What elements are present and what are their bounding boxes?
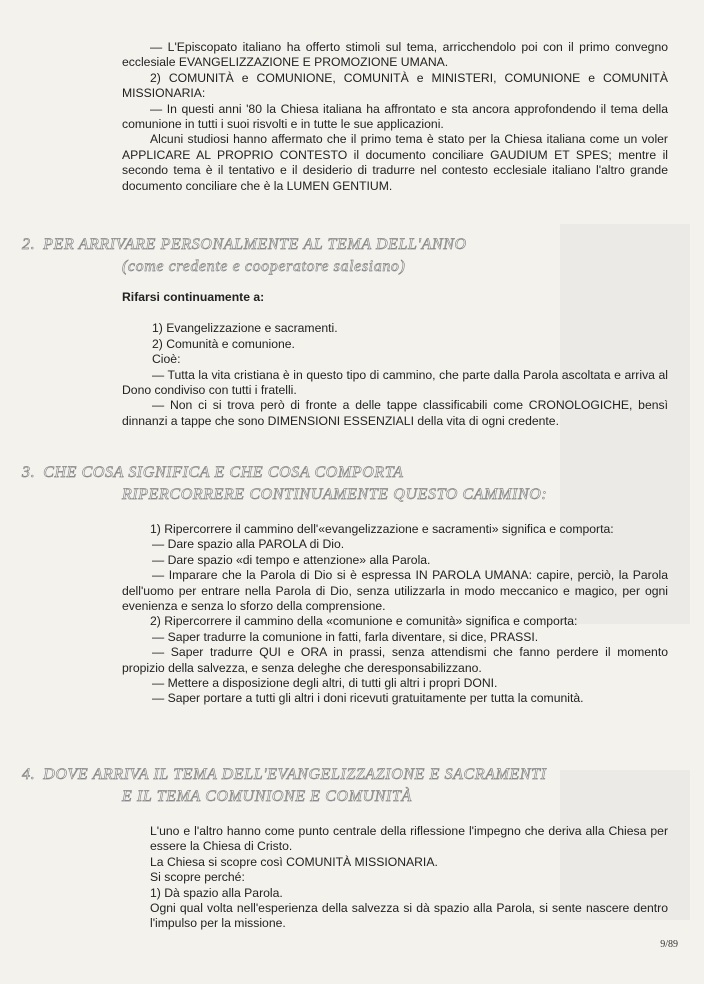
- section-4-paragraph-2: La Chiesa si scopre così COMUNITÀ MISSIONARIA.: [150, 854, 438, 869]
- intro-paragraph-3: — In questi anni '80 la Chiesa italiana ha affrontato e sta ancora approfondendo il tema della comunione in tutti i suoi risvolti e in tutte le sue applicazioni.: [122, 101, 668, 132]
- section-3-body: [122, 522, 668, 707]
- section-3-dash-2-3: — Mettere a disposizione degli altri, di tutti gli altri i propri DONI.: [152, 676, 498, 691]
- section-3-paragraph-1: 1) Ripercorrere il cammino dell'«evangelizzazione e sacramenti» significa e comporta:: [150, 522, 614, 536]
- section-4-title-line1: DOVE ARRIVA IL TEMA DELL'EVANGELIZZAZIONE E SACRAMENTI: [43, 766, 547, 783]
- section-3-dash-1-2: — Dare spazio «di tempo e attenzione» alla Parola.: [152, 552, 431, 567]
- section-4-body: [150, 824, 668, 932]
- section-4-paragraph-1: L'uno e l'altro hanno come punto centrale della riflessione l'impegno che deriva alla Chiesa per essere la Chiesa di Cristo.: [150, 824, 668, 854]
- section-3-heading: [22, 462, 682, 506]
- section-2-dash-1: — Tutta la vita cristiana è in questo tipo di cammino, che parte dalla Parola ascoltata e arriva al Dono condiviso con tutti i fratelli.: [122, 367, 668, 398]
- section-3-paragraph-2: 2) Ripercorrere il cammino della «comunione e comunità» significa e comporta:: [150, 614, 578, 629]
- section-3-dash-2-1: — Saper tradurre la comunione in fatti, farla diventare, si dice, PRASSI.: [152, 629, 539, 644]
- intro-block: [122, 40, 668, 194]
- section-2-dash-2: — Non ci si trova però di fronte a delle tappe classificabili come CRONOLOGICHE, bensì dinnanzi a tappe che sono DIMENSIONI ESSENZIALI della vita di ogni credente.: [122, 398, 668, 428]
- section-4-paragraph-3: Si scopre perché:: [150, 870, 245, 885]
- section-3-dash-1-1: — Dare spazio alla PAROLA di Dio.: [152, 537, 345, 552]
- page-number: 9/89: [660, 939, 678, 950]
- section-2-item-2: 2) Comunità e comunione.: [152, 336, 295, 351]
- section-3-number: 3.: [22, 464, 36, 481]
- section-2-title-line1: PER ARRIVARE PERSONALMENTE AL TEMA DELL'ANNO: [43, 236, 467, 253]
- section-2-cioe: Cioè:: [152, 352, 181, 367]
- intro-paragraph-1: — L'Episcopato italiano ha offerto stimoli sul tema, arricchendolo poi con il primo convegno ecclesiale EVANGELIZZAZIONE E PROMOZIONE UMANA.: [122, 40, 668, 70]
- section-4-title-line2: E IL TEMA COMUNIONE E COMUNITÀ: [122, 788, 412, 805]
- section-2-item-1: 1) Evangelizzazione e sacramenti.: [152, 321, 338, 336]
- section-3-dash-2-4: — Saper portare a tutti gli altri i doni ricevuti gratuitamente per tutta la comunità.: [152, 691, 584, 706]
- section-2-heading: [22, 234, 682, 278]
- section-2-body: [122, 290, 668, 429]
- section-2-title-line2: (come credente e cooperatore salesiano): [122, 258, 406, 275]
- section-4-paragraph-4: 1) Dà spazio alla Parola.: [150, 885, 283, 900]
- section-2-number: 2.: [22, 236, 36, 253]
- section-2-lead: Rifarsi continuamente a:: [122, 290, 265, 304]
- section-3-title-line2: RIPERCORRERE CONTINUAMENTE QUESTO CAMMINO:: [122, 486, 548, 503]
- section-4-paragraph-5: Ogni qual volta nell'esperienza della salvezza si dà spazio alla Parola, si sente nascere dentro l'impulso per la missione.: [150, 901, 668, 931]
- intro-paragraph-2: 2) COMUNITÀ e COMUNIONE, COMUNITÀ e MINISTERI, COMUNIONE e COMUNITÀ MISSIONARIA:: [122, 70, 668, 101]
- section-3-dash-1-3: — Imparare che la Parola di Dio si è espressa IN PAROLA UMANA: capire, perciò, la Parola dell'uomo per entrare nella Parola di Dio, senza utilizzarla in modo meccanico e magico, per ogni evenienza e senza lo sforzo della comprensione.: [122, 568, 668, 614]
- section-4-number: 4.: [22, 766, 36, 783]
- intro-paragraph-4: Alcuni studiosi hanno affermato che il primo tema è stato per la Chiesa italiana come un voler APPLICARE AL PROPRIO CONTESTO il documento conciliare GAUDIUM ET SPES; mentre il secondo tema è il tentativo e il desiderio di tradurre nel contesto ecclesiale italiano l'altro grande documento conciliare che è la LUMEN GENTIUM.: [122, 132, 668, 193]
- section-3-title-line1: CHE COSA SIGNIFICA E CHE COSA COMPORTA: [43, 464, 404, 481]
- section-4-heading: [22, 764, 682, 808]
- section-3-dash-2-2: — Saper tradurre QUI e ORA in prassi, senza attendismi che fanno perdere il momento propizio della salvezza, e senza deleghe che deresponsabilizzano.: [122, 645, 668, 675]
